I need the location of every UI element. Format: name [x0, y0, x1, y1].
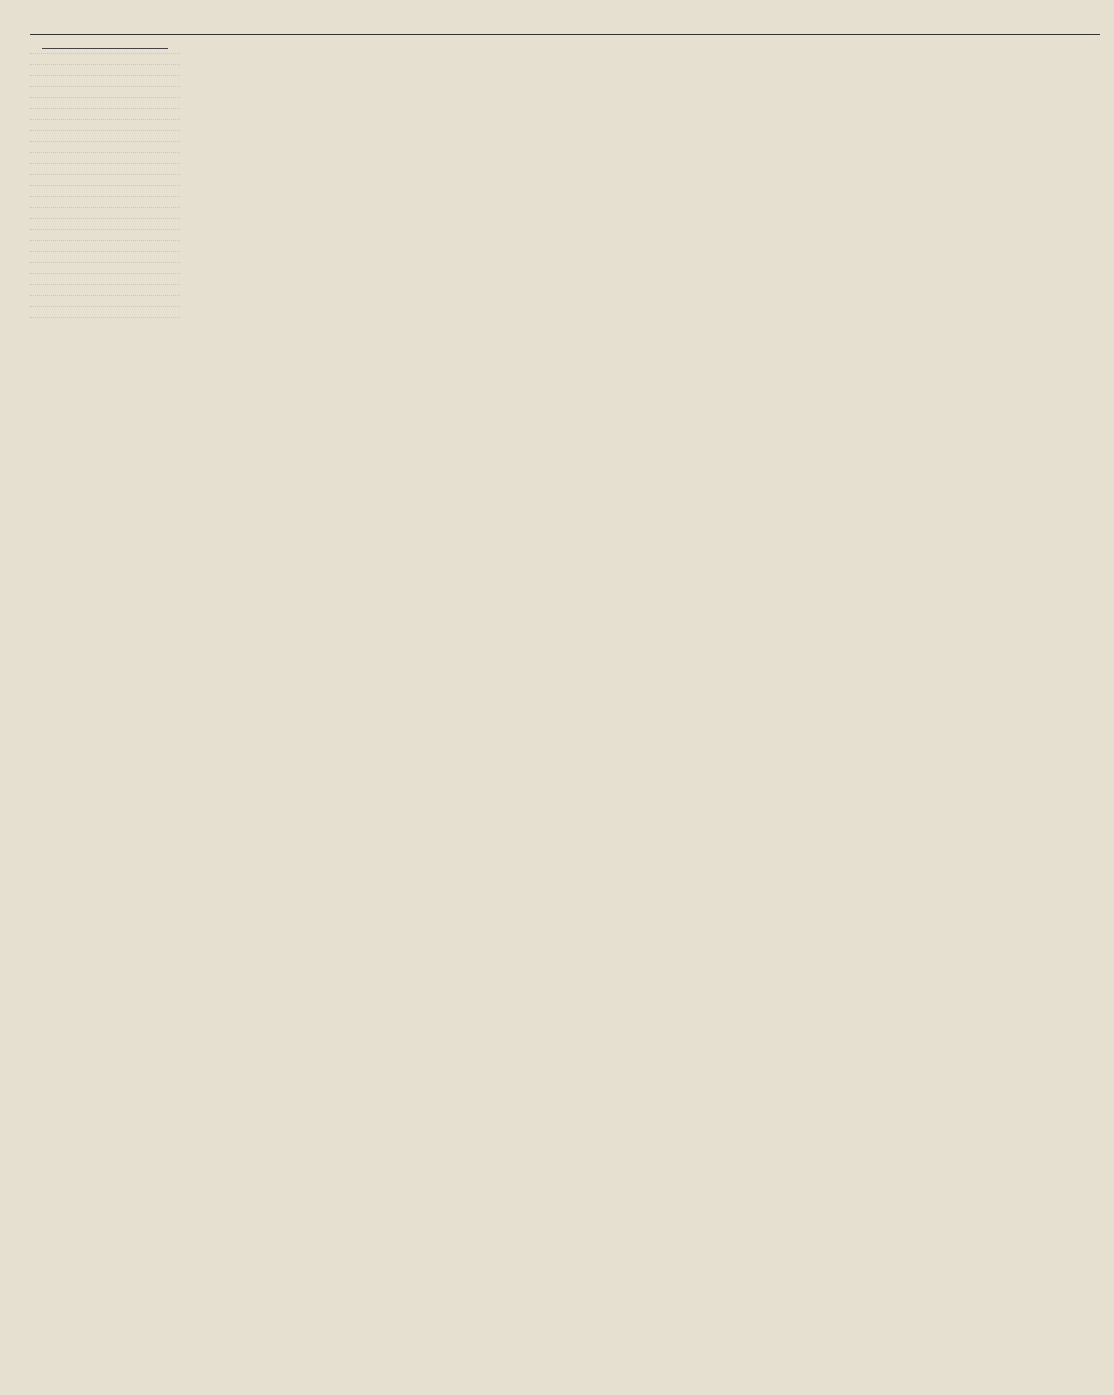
masthead-bar [30, 8, 1100, 35]
column-shipping [30, 42, 180, 1382]
